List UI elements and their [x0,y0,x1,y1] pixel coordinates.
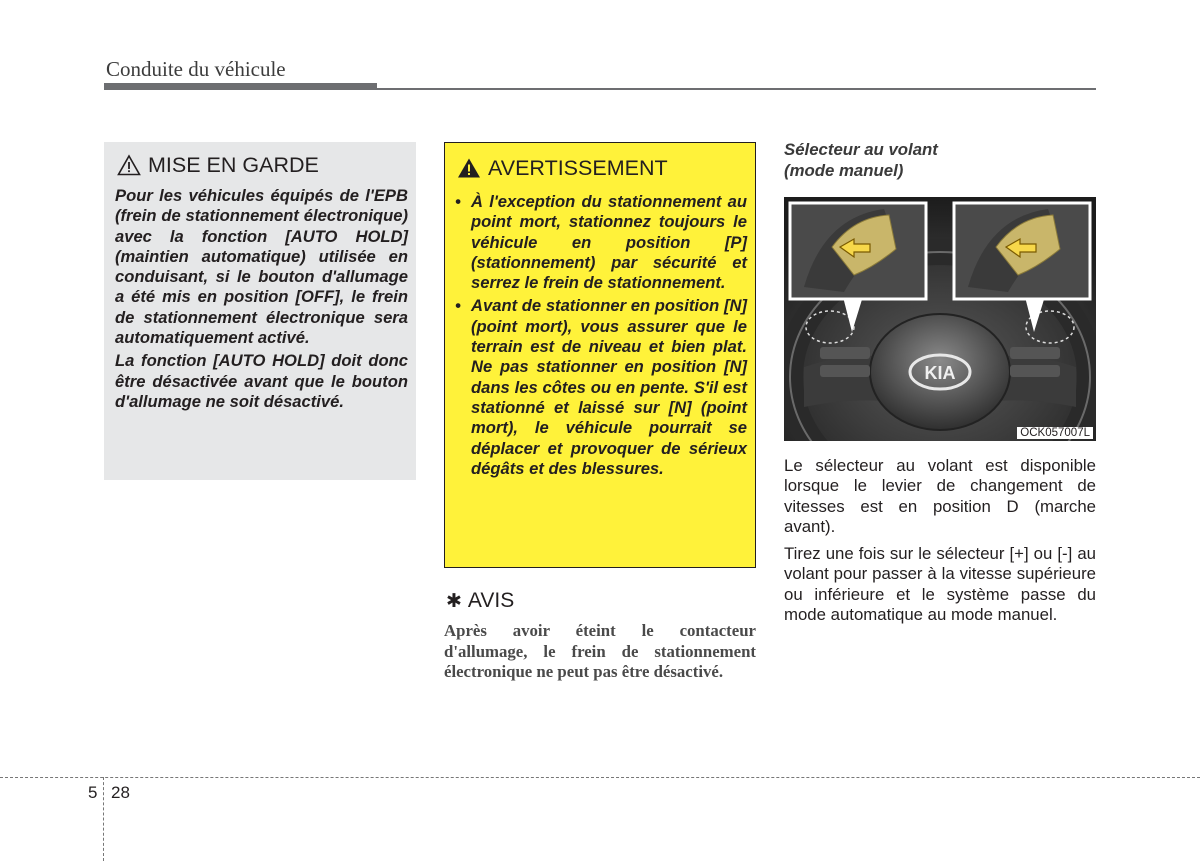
section-heading-line: (mode manuel) [784,160,904,180]
warning-item-text: Avant de stationner en position [N] (point mort), vous assurer que le terrain est de niveau et bien plat. Ne pas stationner en position [N] dans les côtes ou en pente. S'il est stationné et laissé sur [N] (point mort), le véhicule pourrait se déplacer et provoquer de sérieux dégâts et des blessures. [471,296,747,478]
caution-title-text: MISE EN GARDE [148,152,319,177]
header-rule-thin [377,88,1096,90]
list-item: • Avant de stationner en position [N] (point mort), vous assurer que le terrain est de niveau et bien plat. Ne pas stationner en position [N] dans les côtes ou en pente. S'il est stationné et laissé sur [N] (point mort), le véhicule pourrait se déplacer et provoquer de sérieux dégâts et des blessures. [455,296,747,478]
steering-wheel-illustration [784,197,1096,441]
header-rule-thick [104,83,377,90]
caution-paragraph: La fonction [AUTO HOLD] doit donc être désactivée avant que le bouton d'allumage ne soit désactivé. [115,351,408,411]
header-title: Conduite du véhicule [106,57,286,81]
svg-text:KIA: KIA [924,363,956,383]
section-heading-line: Sélecteur au volant [784,140,938,159]
body-paragraph: Tirez une fois sur le sélecteur [+] ou [-] au volant pour passer à la vitesse supérieure ou inférieure et le système passe du mode automatique au mode manuel. [784,544,1096,625]
notice-title [446,589,514,613]
body-paragraph: Le sélecteur au volant est disponible lorsque le levier de changement de vitesses est en position D (marche avant). [784,456,1096,536]
warning-triangle-icon [457,157,481,179]
notice-text: Après avoir éteint le contacteur d'allumage, le frein de stationnement électronique ne peut pas être désactivé. [444,621,756,681]
steering-wheel-figure [784,197,1096,441]
figure-code: OCK057007L [1017,427,1093,439]
notice-title-text: AVIS [467,589,515,612]
star-icon: ✱ [446,590,462,612]
chapter-number: 5 [88,783,98,802]
caution-paragraph: Pour les véhicules équipés de l'EPB (frein de stationnement électronique) avec la fonction [AUTO HOLD] (maintien automatique) utilisée en conduisant, si le bouton d'allumage a été mis en position [OFF], le frein de stationnement électronique sera automatiquement activé. [115,186,408,348]
warning-title [457,153,747,183]
warning-title-text: AVERTISSEMENT [488,155,668,180]
warning-item-text: À l'exception du stationnement au point mort, stationnez toujours le véhicule en position [P] (stationnement) par sécurité et serrez le frein de stationnement. [471,192,747,293]
footer-rule [0,777,1200,778]
warning-box [444,142,756,568]
caution-box [104,142,416,480]
list-item: • À l'exception du stationnement au point mort, stationnez toujours le véhicule en position [P] (stationnement) par sécurité et serrez le frein de stationnement. [455,192,747,293]
section-body [784,456,1096,632]
page-number: 28 [111,783,130,802]
warning-triangle-icon [117,154,141,176]
section-heading [784,140,1096,181]
caution-title [117,150,408,180]
footer-divider [103,777,104,861]
